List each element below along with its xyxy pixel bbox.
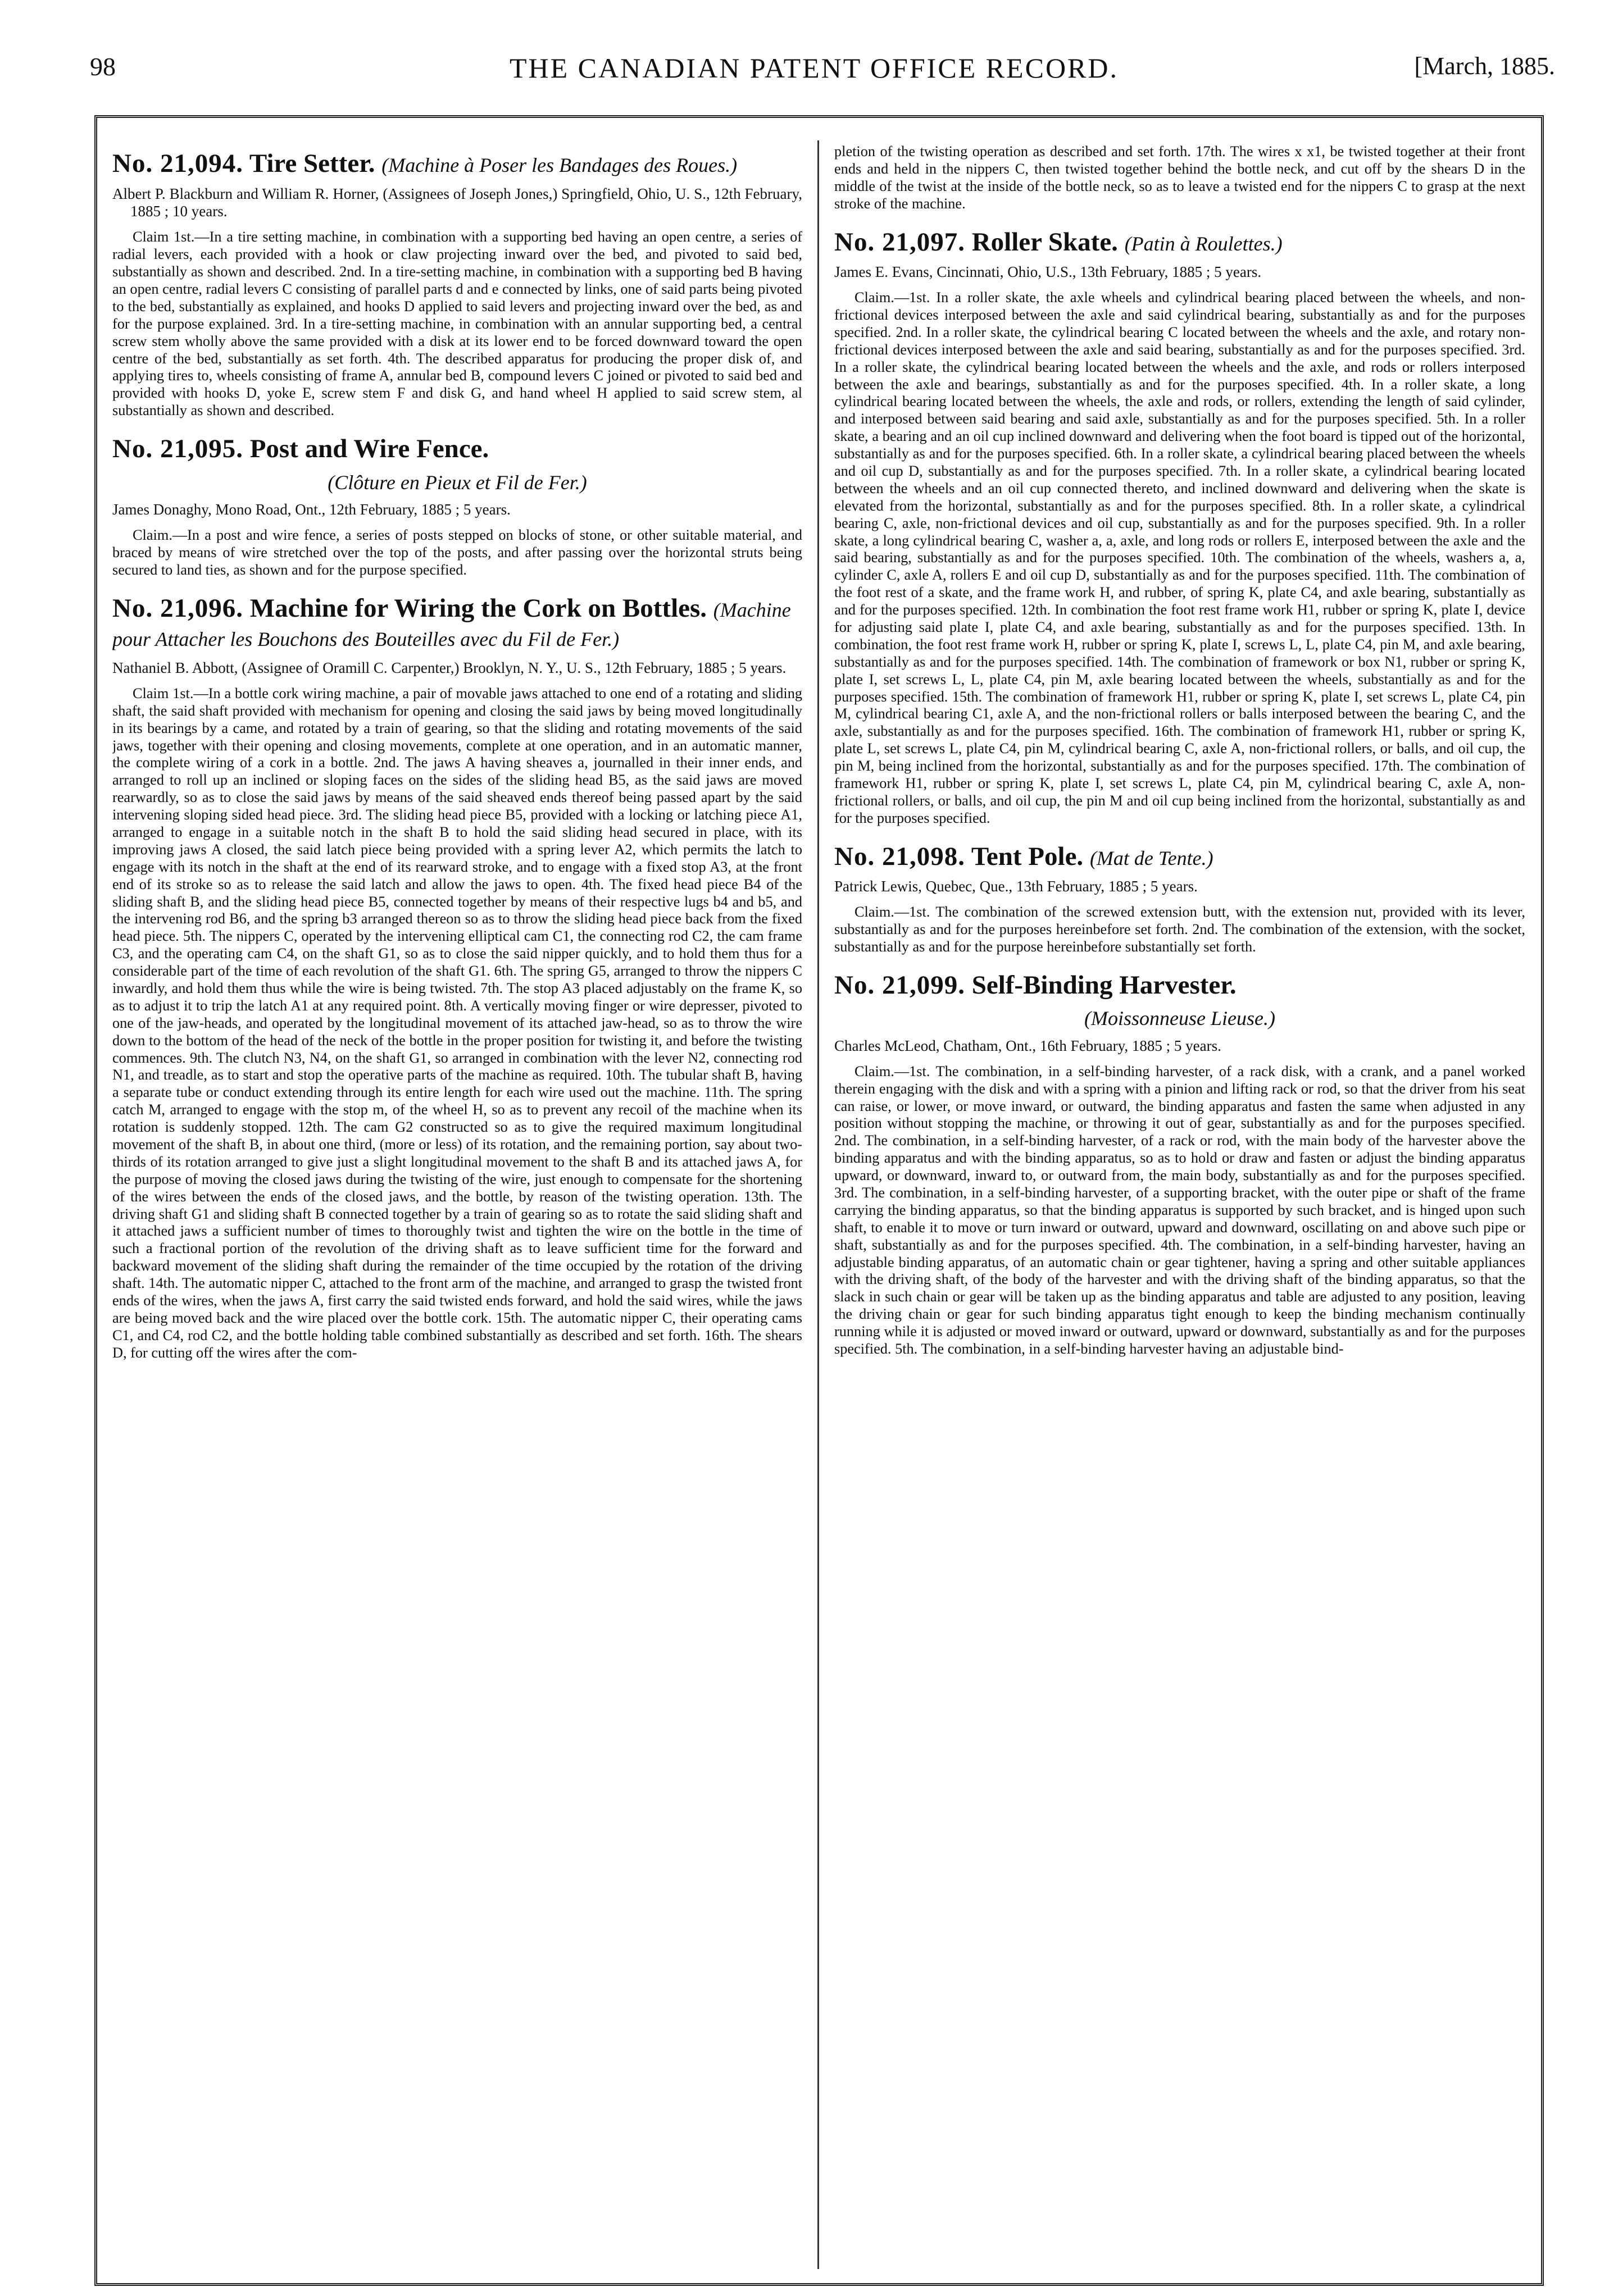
claim-text: Claim 1st.—In a tire setting machine, in combination with a supporting bed having an open centre, a series of radial levers, each provided with a hook or claw projecting inward over the bed, and pivoted to said bed, substantially as shown and described. 2nd. In a tire-setting machine, in combination with a supporting bed B having an open centre, radial levers C consisting of parallel parts d and e connected by links, one of said parts being pivoted to the bed, substantially as explained, and hooks D applied to said levers and projecting inward over the bed, as and for the purpose explained. 3rd. In a tire-setting machine, in combination with an annular supporting bed, a central screw stem wholly above the same provided with a disk at its lower end to be forced downward toward the open centre of the bed, substantially as set forth. 4th. The described apparatus for producing the proper disk of, and applying tires to, wheels consisting of frame A, annular bed B, compound levers C joined or pivoted to said bed and provided with hooks D, yoke E, screw stem F and disk G, and hand wheel H applied to said screw stem, al substantially as shown and described.: [112, 229, 802, 419]
patent-title: Post and Wire Fence.: [249, 434, 489, 464]
claim-continuation-text: pletion of the twisting operation as described and set forth. 17th. The wires x x1, be twisted together at their front ends and held in the nippers C, then twisted together behind the bottle neck, and cut off by the shears D in the middle of the twist at the inside of the bottle neck, so as to leave a twisted end for the nippers C to grasp at the next stroke of the machine.: [834, 143, 1525, 212]
patent-heading: [834, 842, 1525, 872]
french-title: (Machine pour Attacher les Bouchons des Bouteilles avec du Fil de Fer.): [112, 598, 791, 651]
patent-heading: [834, 971, 1525, 1000]
patent-heading: [112, 594, 802, 653]
claim-text: Claim.—1st. In a roller skate, the axle wheels and cylindrical bearing placed between the wheels, and non-frictional devices interposed between the axle and said cylindrical bearing, substantially as and for the purposes specified. 2nd. In a roller skate, the cylindrical bearing C located between the wheels and the axle, and rotary non-frictional devices interposed between the axle and said bearing, substantially as and for the purposes specified. 3rd. In a roller skate, the cylindrical bearing located between the wheels and the axle, and rods or rollers interposed between the axle and bearings, substantially as and for the purposes specified. 4th. In a roller skate, a long cylindrical bearing located between the wheels, the axle and rods, or rollers, extending the length of said cylinder, and interposed between said bearing and said axle, substantially as and for the purposes specified. 5th. In a roller skate, a bearing and an oil cup inclined downward and delivering when the foot board is tipped out of the horizontal, substantially as and for the purposes specified. 6th. In a roller skate, a cylindrical bearing placed between the wheels and oil cup D, substantially as and for the purposes specified. 7th. In a roller skate, a cylindrical bearing located between the wheels and an oil cup connected thereto, and inclined downward and delivering when the skate is elevated from the horizontal, substantially as and for the purposes specified. 8th. In a roller skate, a cylindrical bearing C, axle, non-frictional devices and oil cup, substantially as and for the purposes specified. 9th. In a roller skate, a long cylindrical bearing C, washer a, a, axle, and long rods or rollers E, interposed between the axle and the said bearing, substantially as and for the purposes specified. 10th. The combination of the wheels, washers a, a, cylinder C, axle A, rollers E and oil cup D, substantially as and for the purposes specified. 11th. The combination of the foot rest of a skate, and the frame work H, and rubber, of spring K, plate C4, and axle bearing, substantially as and for the purposes specified. 12th. In combination the foot rest frame work H1, rubber or spring K, plate I, device for adjusting said plate I, plate C4, and axle bearing, substantially as and for the purposes specified. 13th. In combination, the foot rest frame work H, rubber or spring K, plate I, screws L, L, plate C4, pin M, and axle bearing, substantially as and for the purposes specified. 14th. The combination of framework or box N1, rubber or spring K, plate I, set screws L, L, plate C4, pin M, axle bearing located between the wheels, substantially as and for the purposes specified. 15th. The combination of framework H1, rubber or spring K, plate I, set screws L, plate C4, pin M, cylindrical bearing C1, axle A, and the non-frictional rollers or balls interposed between the bearing C, and the axle, substantially as and for the purposes specified. 16th. The combination of framework H1, rubber or spring K, plate L, set screws L, plate C4, pin M, cylindrical bearing C, axle A, non-frictional rollers, or balls, and oil cup, the pin M, being inclined from the horizontal, substantially as and for the purposes specified. 17th. The combination of framework H1, rubber or spring K, plate I, set screws L, plate C4, pin M, cylindrical bearing C, axle A, non-frictional rollers, or balls, and oil cup, the pin M and oil cup being inclined from the horizontal, substantially as and for the purposes specified.: [834, 289, 1525, 826]
claim-text: Claim.—1st. The combination, in a self-binding harvester, of a rack disk, with a crank, and a panel worked therein engaging with the disk and with a spring with a pinion and lifting rack or rod, so that the driver from his seat can raise, or lower, or move inward, or outward, the binding apparatus and fasten the same when adjusted in any position without stopping the machine, or throwing it out of gear, substantially as and for the purposes specified. 2nd. The combination, in a self-binding harvester, of a rack or rod, with the main body of the harvester above the binding apparatus and with the binding apparatus, so as to hold or draw and fasten or adjust the binding apparatus upward, or downward, inward to, or outward from, the main body, substantially as and for the purposes specified. 3rd. The combination, in a self-binding harvester, of a supporting bracket, with the outer pipe or shaft of the frame carrying the binding apparatus, so that the binding apparatus is supported by such bracket, and is hinged upon such shaft, to enable it to move or turn inward or outward, upward and downward, oscillating on and above such pipe or shaft, substantially as and for the purposes specified. 4th. The combination, in a self-binding harvester, having an adjustable binding apparatus, of an automatic chain or gear tightener, having a spring and other suitable appliances with the driving shaft, of the body of the harvester and with the driving shaft of the binding apparatus, so that the slack in such chain or gear will be taken up as the binding apparatus and table are adjusted to any position, leaving the driving chain or gear for such binding apparatus tight enough to keep the binding mechanism continually running while it is adjusted or moved inward or outward, upward or downward, substantially as and for the purposes specified. 5th. The combination, in a self-binding harvester having an adjustable bind-: [834, 1063, 1525, 1357]
patent-number: No. 21,094.: [112, 149, 243, 178]
french-title: (Clôture en Pieux et Fil de Fer.): [328, 471, 587, 494]
inventor-line: James E. Evans, Cincinnati, Ohio, U.S., 13th February, 1885 ; 5 years.: [834, 263, 1262, 281]
french-title: (Mat de Tente.): [1089, 846, 1213, 869]
inventor-line: Albert P. Blackburn and William R. Horner, (Assignees of Joseph Jones,) Springfield, Ohio, U. S., 12th February, 1885 ; 10 years.: [112, 185, 802, 220]
running-head: [62, 52, 1566, 88]
patent-title: Roller Skate.: [971, 227, 1118, 257]
claim-text: Claim.—In a post and wire fence, a series of posts stepped on blocks of stone, or other suitable material, and braced by means of wire stretched over the top of the posts, and after passing over the horizontal struts being secured to land ties, as shown and for the purpose specified.: [112, 527, 802, 578]
french-title: (Patin à Roulettes.): [1124, 232, 1283, 255]
patent-number: No. 21,097.: [834, 227, 965, 257]
patent-entry-21094: [112, 149, 802, 420]
patent-heading: [112, 434, 802, 464]
patent-number: No. 21,095.: [112, 434, 243, 464]
claim-text: Claim.—1st. The combination of the screwed extension butt, with the extension nut, provided with its lever, substantially as and for the purposes hereinbefore set forth. 2nd. The combination of the extension, with the socket, substantially as and for the purpose hereinbefore substantially set forth.: [834, 904, 1525, 955]
french-title: (Machine à Poser les Bandages des Roues.): [381, 154, 738, 176]
inventor-line: Charles McLeod, Chatham, Ont., 16th February, 1885 ; 5 years.: [834, 1037, 1221, 1054]
patent-entry-21097: [834, 227, 1525, 827]
patent-entry-21095: [112, 434, 802, 579]
column-divider: [817, 140, 819, 2269]
patent-entry-21098: [834, 842, 1525, 956]
patent-number: No. 21,099.: [834, 970, 965, 1000]
claim-text: Claim 1st.—In a bottle cork wiring machine, a pair of movable jaws attached to one end of a rotating and sliding shaft, the said shaft provided with mechanism for opening and closing the said jaws by being moved longitudinally in its bearings by a came, and rotated by a train of gearing, so that the sliding and rotating movements of the said jaws, together with their opening and closing movements, complete at one operation, and in an automatic manner, the complete wiring of a cork in a bottle. 2nd. The jaws A having sheaves a, journalled in their inner ends, and arranged to roll up an inclined or sloping faces on the sides of the sliding head B5, as the said jaws are moved rearwardly, so as to close the said jaws by means of the said sheaved ends thereof being passed apart by the said intervening sloping sided head piece. 3rd. The sliding head piece B5, provided with a locking or latching piece A1, arranged to engage in a suitable notch in the shaft B to hold the said sliding head secured in place, with its improving jaws A closed, the said latch piece being provided with a spring lever A2, which permits the latch to engage with its notch in the shaft at the end of its rearward stroke, and to engage with a fixed stop A3, at the front end of its stroke so as to release the said latch and allow the jaws to open. 4th. The fixed head piece B4 of the sliding shaft B, and the sliding head piece B5, connected together by means of their respective lugs b4 and b5, and the intervening rod B6, and the spring b3 arranged thereon so as to throw the sliding head piece back from the fixed head piece. 5th. The nippers C, operated by the intervening elliptical cam C1, the connecting rod C2, the cam frame C3, and the operating cam C4, on the shaft G1, so as to close the said nipper quickly, and to hold them thus for a considerable part of the time of each revolution of the shaft G1. 6th. The spring G5, arranged to throw the nippers C inwardly, and hold them thus while the wire is being twisted. 7th. The stop A3 placed adjustably on the frame K, so as to adjust it to trip the latch A1 at any required point. 8th. A vertically moving finger or wire depresser, pivoted to one of the jaw-heads, and operated by the longitudinal movement of its attached jaw-head, so as to throw the wire down to the bottom of the head of the neck of the bottle in the proper position for twisting it, and before the twisting commences. 9th. The clutch N3, N4, on the shaft G1, so arranged in combination with the lever N2, connecting rod N1, and treadle, as to start and stop the operative parts of the machine as required. 10th. The tubular shaft B, having a separate tube or conduct extending through its entire length for each wire used out the machine. 11th. The spring catch M, arranged to engage with the stop m, of the wheel H, so as to prevent any recoil of the machine when its rotation is suddenly stopped. 12th. The cam G2 constructed so as to give the required maximum longitudinal movement of the shaft B, in about one third, (more or less) of its rotation, and the remaining portion, say about two-thirds of its rotation arranged to give just a slight longitudinal movement to the shaft B and its attached jaws A, for the purpose of moving the closed jaws during the twisting of the wire, just enough to compensate for the shortening of the wires between the ends of the closed jaws, and the bottle, by reason of the twisting operation. 13th. The driving shaft G1 and sliding shaft B connected together by a train of gearing so as to rotate the said sliding shaft and it attached jaws a sufficient number of times to thoroughly twist and tighten the wire on the bottle in the time of such a fractional portion of the revolution of the driving shaft as to leave sufficient time for the forward and backward movement of the sliding shaft during the remainder of the time occupied by the rotation of the driving shaft. 14th. The automatic nipper C, attached to the front arm of the machine, and arranged to grasp the twisted front ends of the wires, when the jaws A, first carry the said twisted ends forward, and hold the said wires, while the jaws are being moved back and the wire placed over the bottle cork. 15th. The automatic nipper C, their operating cams C1, and C4, rod C2, and the bottle holding table combined substantially as described and set forth. 16th. The shears D, for cutting off the wires after the com-: [112, 685, 802, 1361]
patent-heading: [112, 149, 802, 179]
patent-number: No. 21,098.: [834, 841, 965, 871]
inventor-line: James Donaghy, Mono Road, Ont., 12th February, 1885 ; 5 years.: [112, 501, 511, 518]
patent-heading: [834, 227, 1525, 257]
patent-entry-21096: [112, 594, 802, 1362]
patent-title: Tent Pole.: [971, 841, 1084, 871]
journal-title: THE CANADIAN PATENT OFFICE RECORD.: [509, 52, 1119, 84]
inventor-line: Patrick Lewis, Quebec, Que., 13th February, 1885 ; 5 years.: [834, 878, 1198, 895]
patent-number: No. 21,096.: [112, 593, 243, 623]
patent-title: Self-Binding Harvester.: [971, 970, 1237, 1000]
left-column: [112, 143, 802, 2272]
inventor-line: Nathaniel B. Abbott, (Assignee of Oramill C. Carpenter,) Brooklyn, N. Y., U. S., 12th February, 1885 ; 5 years.: [112, 659, 787, 677]
continued-claim: [834, 143, 1525, 213]
patent-entry-21099: [834, 971, 1525, 1358]
right-column: [834, 143, 1525, 2272]
patent-title: Machine for Wiring the Cork on Bottles.: [249, 593, 707, 623]
patent-title: Tire Setter.: [249, 149, 375, 178]
page-number: 98: [90, 52, 116, 81]
issue-date: [March, 1885.: [1414, 52, 1555, 80]
french-title: (Moissonneuse Lieuse.): [1084, 1007, 1275, 1030]
